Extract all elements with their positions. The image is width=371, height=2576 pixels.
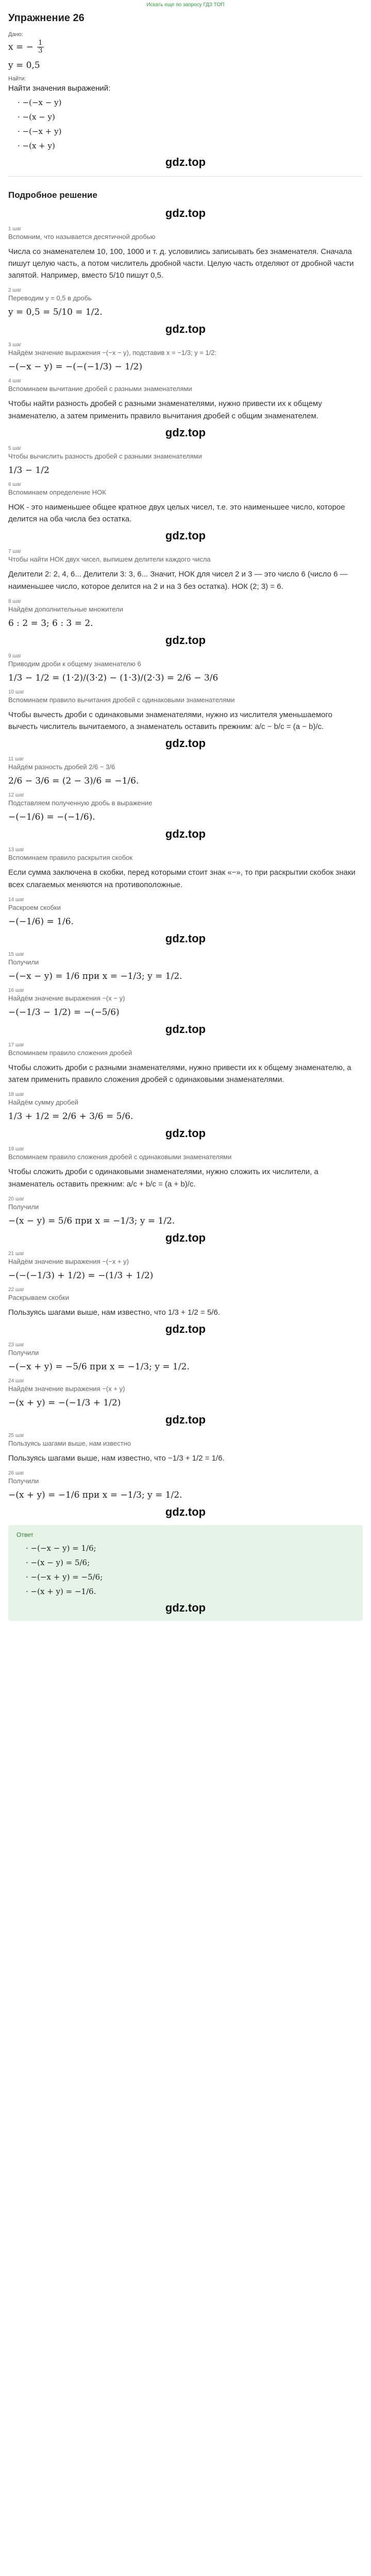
answer-item: · −(−x − y) = 1/6; bbox=[26, 1544, 96, 1553]
solution-step bbox=[8, 792, 363, 841]
step-heading: Вспоминаем определение НОК bbox=[8, 488, 106, 496]
answer-list bbox=[16, 1544, 355, 1596]
step-label: 23 шаг bbox=[8, 1342, 25, 1348]
step-formula: 6 : 2 = 3; 6 : 3 = 2. bbox=[8, 618, 93, 629]
step-formula: −(−1/6) = 1/6. bbox=[8, 916, 74, 927]
step-text: Чтобы найти разность дробей с разными знаменателями, нужно привести их к общему знаменателю, а затем применить правило вычитания дробей с общим знаменателем. bbox=[8, 399, 322, 420]
step-heading: Найдём значение выражения −(−x − y), подставив x = −1/3; y = 1/2: bbox=[8, 349, 217, 357]
solution-step bbox=[8, 226, 363, 282]
given-section bbox=[8, 31, 363, 150]
solution-step bbox=[8, 1470, 363, 1519]
answer-box bbox=[8, 1525, 363, 1621]
step-heading: Получили bbox=[8, 958, 39, 966]
solution-step bbox=[8, 1378, 363, 1427]
step-label: 17 шаг bbox=[8, 1042, 25, 1048]
step-label: 13 шаг bbox=[8, 847, 25, 853]
step-heading: Приводим дроби к общему знаменателю 6 bbox=[8, 659, 141, 668]
step-label: 2 шаг bbox=[8, 287, 22, 294]
fraction: $\frac{1}{3}$ bbox=[38, 39, 43, 55]
solution-step bbox=[8, 756, 363, 786]
expression-item: · −(−x + y) bbox=[18, 126, 62, 136]
watermark: gdz.top bbox=[165, 931, 206, 945]
watermark: gdz.top bbox=[165, 323, 206, 336]
solution-step bbox=[8, 897, 363, 945]
step-label: 24 шаг bbox=[8, 1378, 25, 1384]
step-text: Пользуясь шагами выше, нам известно, что 1/3 + 1/2 = 5/6. bbox=[8, 1308, 220, 1317]
step-heading: Получили bbox=[8, 1349, 39, 1357]
step-formula: −(−(−1/3) + 1/2) = −(1/3 + 1/2) bbox=[8, 1270, 154, 1281]
given-label: Дано: bbox=[8, 31, 23, 38]
step-heading: Найдём значение выражения −(x − y) bbox=[8, 994, 125, 1002]
step-label: 8 шаг bbox=[8, 598, 22, 604]
solution-step bbox=[8, 847, 363, 891]
step-formula: 1/3 − 1/2 = (1·2)/(3·2) − (1·3)/(2·3) = 2/6 − 3/6 bbox=[8, 672, 218, 683]
step-formula: 1/3 − 1/2 bbox=[8, 465, 49, 476]
step-heading: Подставляем полученную дробь в выражение bbox=[8, 799, 153, 807]
exercise-title: Упражнение 26 bbox=[8, 12, 85, 24]
step-formula: −(x + y) = −(−1/3 + 1/2) bbox=[8, 1398, 121, 1409]
watermark: gdz.top bbox=[165, 1413, 206, 1427]
step-heading: Переводим y = 0,5 в дробь bbox=[8, 294, 92, 302]
solution-step bbox=[8, 1287, 363, 1336]
watermark: gdz.top bbox=[165, 1231, 206, 1244]
step-formula: −(−x + y) = −5/6 при x = −1/3; y = 1/2. bbox=[8, 1362, 190, 1372]
answer-item: · −(x − y) = 5/6; bbox=[26, 1558, 90, 1568]
step-formula: −(−x − y) = −(−(−1/3) − 1/2) bbox=[8, 362, 143, 372]
search-more-link[interactable]: Искать еще по запросу ГДЗ ТОП bbox=[146, 2, 225, 8]
step-heading: Найдём значение выражения −(−x + y) bbox=[8, 1257, 129, 1265]
step-label: 9 шаг bbox=[8, 653, 22, 659]
step-heading: Вспоминаем правило раскрытия скобок bbox=[8, 854, 133, 862]
solution-step bbox=[8, 1251, 363, 1281]
step-heading: Вспоминаем правило сложения дробей с одинаковыми знаменателями bbox=[8, 1153, 232, 1161]
step-label: 26 шаг bbox=[8, 1470, 25, 1477]
step-heading: Вспоминаем правило вычитания дробей с одинаковыми знаменателями bbox=[8, 696, 235, 704]
solution-step bbox=[8, 952, 363, 981]
expression-item: · −(x + y) bbox=[18, 141, 55, 150]
watermark: gdz.top bbox=[165, 1127, 206, 1140]
step-text: Пользуясь шагами выше, нам известно, что −1/3 + 1/2 = 1/6. bbox=[8, 1454, 225, 1463]
solution-step bbox=[8, 689, 363, 751]
step-formula: 2/6 − 3/6 = (2 − 3)/6 = −1/6. bbox=[8, 776, 139, 787]
step-label: 18 шаг bbox=[8, 1092, 25, 1098]
step-formula: y = 0,5 = 5/10 = 1/2. bbox=[8, 307, 103, 318]
solution-step bbox=[8, 988, 363, 1036]
solution-step bbox=[8, 1342, 363, 1372]
step-text: Чтобы вычесть дроби с одинаковыми знаменателями, нужно из числителя уменьшаемого вычесть числитель вычитаемого, а знаменатель оставить прежним: a/c − b/c = (a − b)/c. bbox=[8, 710, 332, 732]
solution-title: Подробное решение bbox=[8, 190, 97, 200]
step-label: 3 шаг bbox=[8, 342, 22, 348]
step-formula: −(x + y) = −1/6 при x = −1/3; y = 1/2. bbox=[8, 1490, 182, 1501]
watermark: gdz.top bbox=[165, 1022, 206, 1036]
step-label: 20 шаг bbox=[8, 1196, 25, 1202]
solution-step bbox=[8, 1092, 363, 1140]
step-text: Чтобы сложить дроби с одинаковыми знаменателями, нужно сложить их числители, а знаменатель оставить прежним: a/c + b/c = (a + b)/c. bbox=[8, 1167, 318, 1189]
answer-item: · −(x + y) = −1/6. bbox=[26, 1587, 96, 1597]
watermark: gdz.top bbox=[165, 155, 206, 168]
solution-step bbox=[8, 342, 363, 372]
divider bbox=[8, 176, 363, 177]
solution-step bbox=[8, 1433, 363, 1464]
step-heading: Найдём разность дробей 2/6 − 3/6 bbox=[8, 763, 115, 771]
solution-step bbox=[8, 378, 363, 439]
step-heading: Найдём значение выражения −(x + y) bbox=[8, 1385, 125, 1393]
step-text: Числа со знаменателем 10, 100, 1000 и т. д. условились записывать без знаменателя. Сначала пишут целую часть, а потом числитель дробной части. Целую часть отделяют от дробной части запятой. Например, вместо 5/10 пишут 0,5. bbox=[8, 247, 354, 280]
watermark: gdz.top bbox=[165, 737, 206, 750]
step-heading: Чтобы вычислить разность дробей с разными знаменателями bbox=[8, 452, 202, 460]
watermark: gdz.top bbox=[165, 1323, 206, 1336]
step-text: Чтобы сложить дроби с разными знаменателями, нужно привести их к общему знаменателю, а затем применить правило сложения дробей с одинаковыми знаменателями. bbox=[8, 1063, 351, 1084]
watermark: gdz.top bbox=[165, 1505, 206, 1519]
step-text: Если сумма заключена в скобки, перед которыми стоит знак «−», то при раскрытии скобок знаки всех слагаемых меняются на противоположные. bbox=[8, 868, 356, 889]
given-y: y = 0,5 bbox=[8, 60, 40, 71]
steps-list bbox=[8, 226, 363, 1519]
step-heading: Раскроем скобки bbox=[8, 903, 61, 911]
step-heading: Вспоминаем вычитание дробей с разными знаменателями bbox=[8, 385, 192, 393]
expressions-list bbox=[8, 98, 363, 150]
step-label: 22 шаг bbox=[8, 1286, 25, 1293]
step-heading: Раскрываем скобки bbox=[8, 1293, 69, 1301]
solution-step bbox=[8, 446, 363, 476]
step-heading: Пользуясь шагами выше, нам известно bbox=[8, 1439, 131, 1448]
step-formula: −(−1/6) = −(−1/6). bbox=[8, 812, 95, 823]
step-label: 7 шаг bbox=[8, 549, 22, 555]
given-x: x = − $\frac{1}{3}$ bbox=[8, 39, 43, 55]
step-label: 5 шаг bbox=[8, 445, 22, 451]
step-formula: −(−x − y) = 1/6 при x = −1/3; y = 1/2. bbox=[8, 971, 182, 981]
step-heading: Вспоминаем правило сложения дробей bbox=[8, 1048, 132, 1057]
step-label: 10 шаг bbox=[8, 689, 25, 695]
solution-step bbox=[8, 549, 363, 592]
step-text: НОК - это наименьшее общее кратное двух целых чисел, т.е. это наименьшее число, которое делится на оба числа без остатка. bbox=[8, 502, 345, 524]
watermark: gdz.top bbox=[165, 529, 206, 543]
step-heading: Вспомним, что называется десятичной дробью bbox=[8, 232, 156, 241]
step-formula: −(−1/3 − 1/2) = −(−5/6) bbox=[8, 1007, 120, 1018]
solution-step bbox=[8, 1196, 363, 1245]
answer-label: Ответ bbox=[16, 1531, 33, 1539]
solution-step bbox=[8, 287, 363, 336]
watermark: gdz.top bbox=[165, 206, 206, 219]
step-heading: Получили bbox=[8, 1202, 39, 1211]
step-label: 6 шаг bbox=[8, 481, 22, 487]
step-label: 1 шаг bbox=[8, 226, 22, 232]
task-text: Найти значения выражений: bbox=[8, 83, 111, 93]
step-label: 12 шаг bbox=[8, 792, 25, 799]
solution-step bbox=[8, 653, 363, 683]
answer-item: · −(−x + y) = −5/6; bbox=[26, 1572, 103, 1582]
step-heading: Найдём дополнительные множители bbox=[8, 605, 124, 613]
watermark: gdz.top bbox=[165, 827, 206, 841]
watermark: gdz.top bbox=[165, 633, 206, 647]
solution-step bbox=[8, 599, 363, 647]
step-label: 11 шаг bbox=[8, 756, 24, 762]
expression-item: · −(x − y) bbox=[18, 112, 55, 122]
task-label: Найти: bbox=[8, 75, 26, 82]
step-label: 25 шаг bbox=[8, 1433, 25, 1439]
step-heading: Чтобы найти НОК двух чисел, выпишем делители каждого числа bbox=[8, 555, 211, 564]
watermark: gdz.top bbox=[165, 1601, 206, 1615]
step-label: 19 шаг bbox=[8, 1146, 25, 1153]
step-formula: −(x − y) = 5/6 при x = −1/3; y = 1/2. bbox=[8, 1215, 175, 1226]
step-heading: Получили bbox=[8, 1477, 39, 1485]
step-label: 16 шаг bbox=[8, 987, 25, 993]
step-label: 15 шаг bbox=[8, 951, 25, 957]
step-label: 14 шаг bbox=[8, 896, 25, 903]
step-heading: Найдём сумму дробей bbox=[8, 1098, 79, 1107]
solution-step bbox=[8, 482, 363, 543]
solution-step bbox=[8, 1146, 363, 1190]
solution-step bbox=[8, 1042, 363, 1086]
watermark: gdz.top bbox=[165, 426, 206, 439]
step-label: 4 шаг bbox=[8, 378, 22, 384]
expression-item: · −(−x − y) bbox=[18, 97, 62, 107]
step-formula: 1/3 + 1/2 = 2/6 + 3/6 = 5/6. bbox=[8, 1111, 133, 1122]
step-label: 21 шаг bbox=[8, 1250, 25, 1257]
step-text: Делители 2: 2, 4, 6... Делители 3: 3, 6... Значит, НОК для чисел 2 и 3 — это число 6 (число 6 — наименьшее число, которое делится на 2 и на 3 без остатка). НОК (2; 3) = 6. bbox=[8, 570, 348, 591]
